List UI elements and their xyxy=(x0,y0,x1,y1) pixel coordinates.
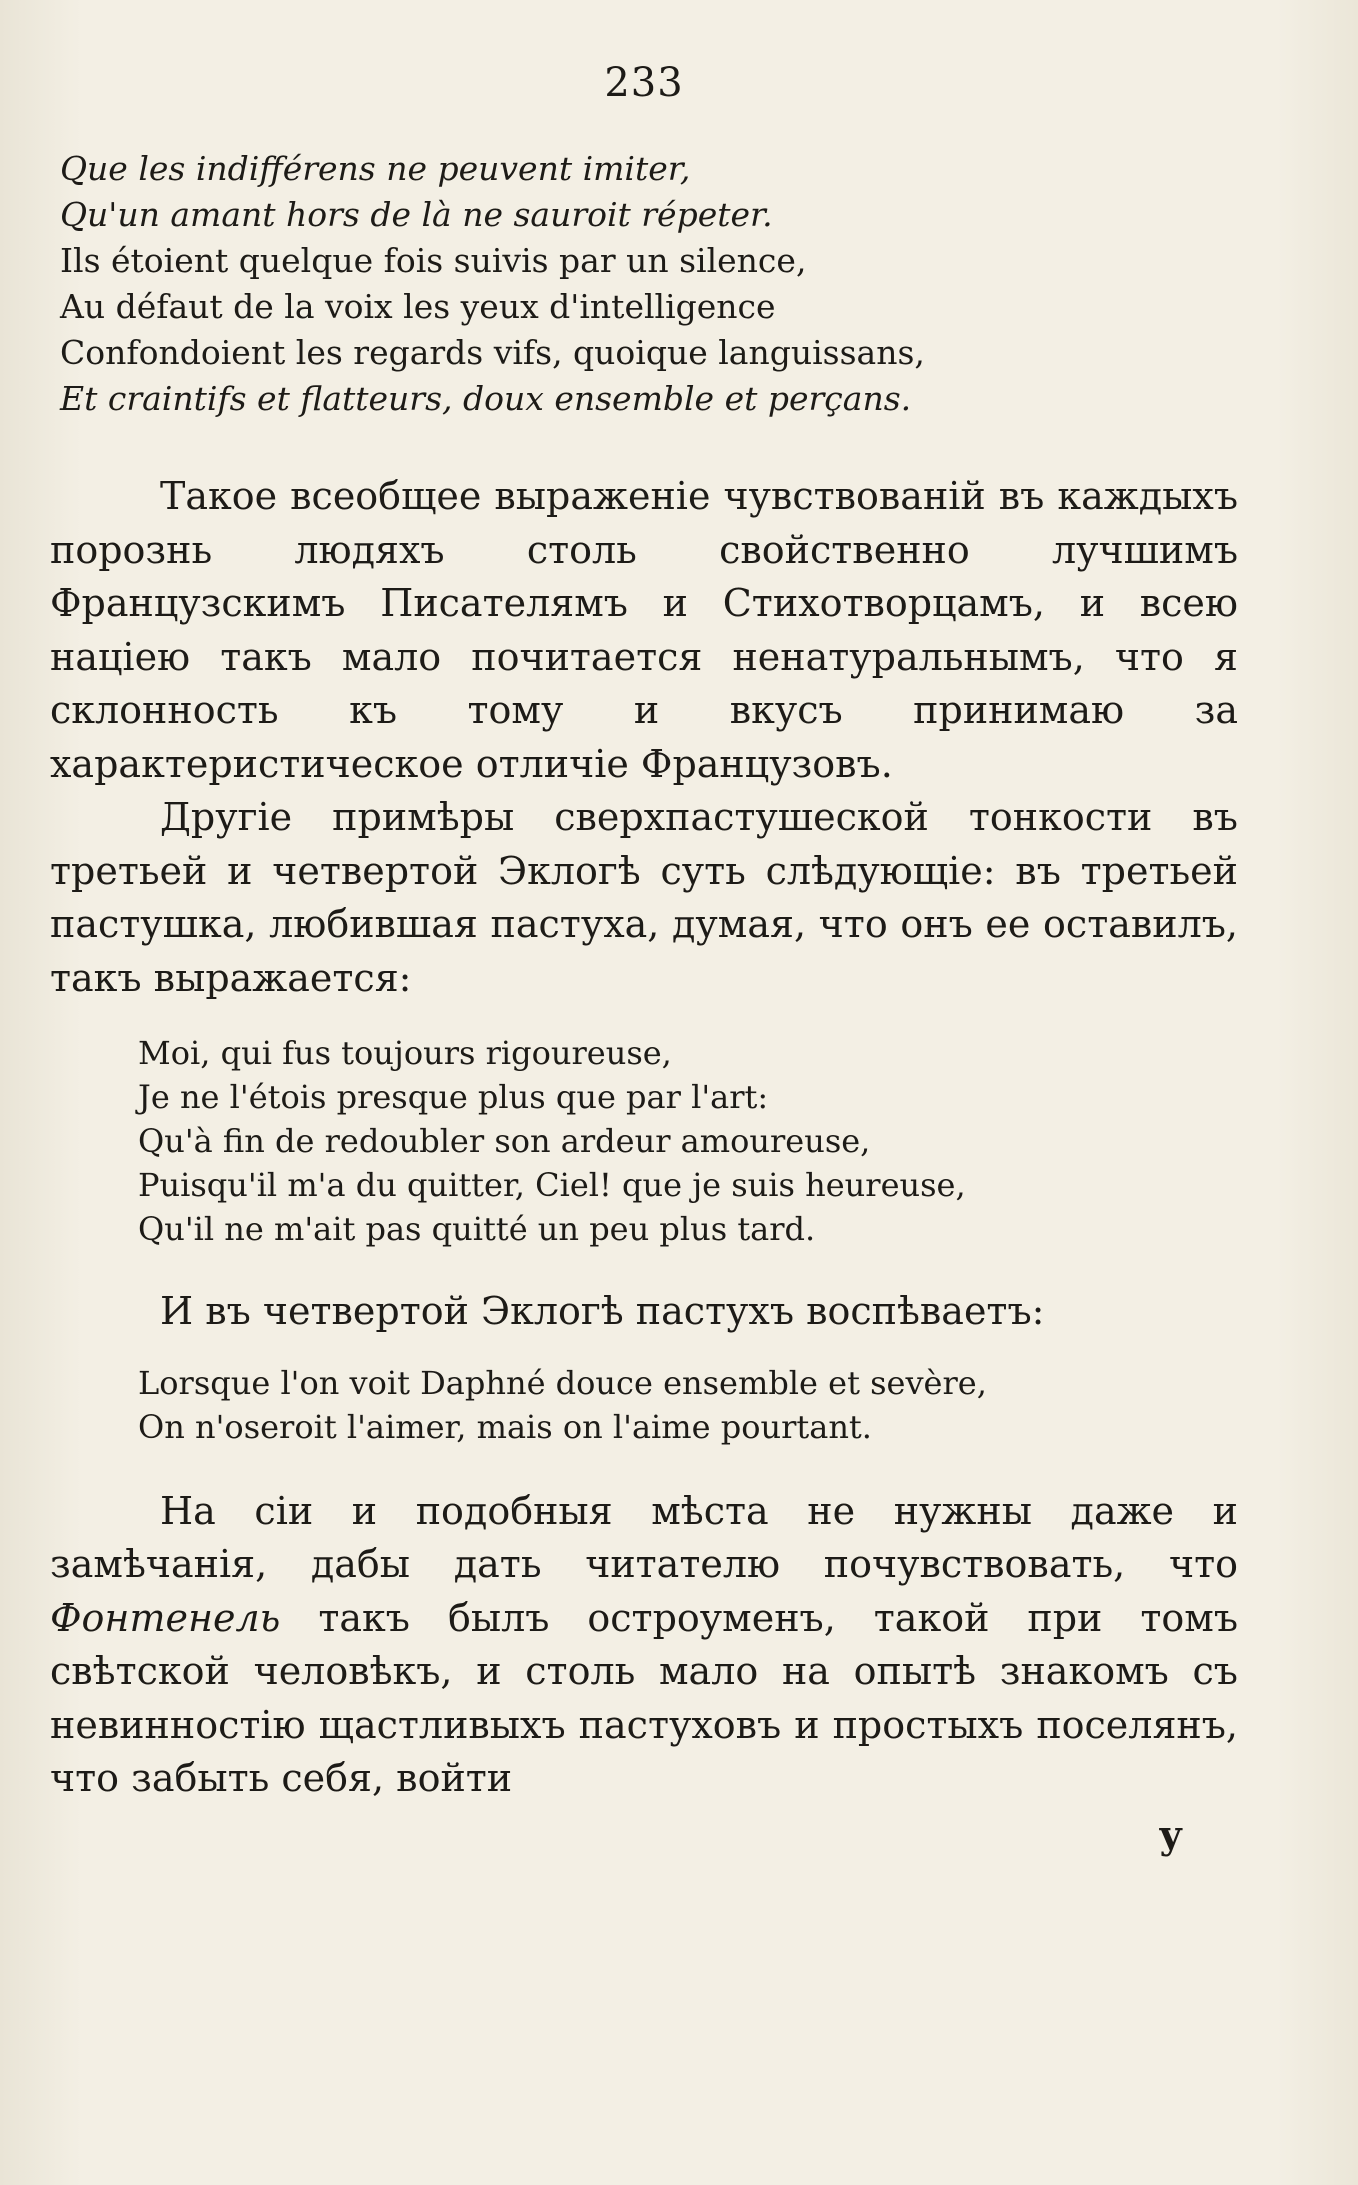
verse-line: Lorsque l'on voit Daphné douce ensemble et sevère, xyxy=(138,1363,987,1402)
verse-line: Au défaut de la voix les yeux d'intelligence xyxy=(60,287,776,326)
verse-line: Je ne l'étois presque plus que par l'art: xyxy=(138,1078,769,1116)
verse-line: Moi, qui fus toujours rigoureuse, xyxy=(138,1034,672,1072)
verse-line: Qu'à fin de redoubler son ardeur amoureuse, xyxy=(138,1122,871,1160)
verse-line: Qu'un amant hors de là ne sauroit répeter. xyxy=(60,195,773,234)
verse-line: Que les indifférens ne peuvent imiter, xyxy=(60,149,691,188)
paragraph-4-text: такъ былъ остроуменъ, такой при томъ свѣтской человѣкъ, и столь мало на опытѣ знакомъ съ невинностію щастливыхъ пастуховъ и простыхъ поселянъ, что забыть себя, войти xyxy=(50,1595,1238,1800)
verse-line: Qu'il ne m'ait pas quitté un peu plus tard. xyxy=(138,1210,816,1248)
paragraph-1: Такое всеобщее выраженіе чувствованій въ каждыхъ порознь людяхъ столь свойственно лучшимъ Французскимъ Писателямъ и Стихотворцамъ, и всею націею такъ мало почитается ненатуральнымъ, что я склонность къ тому и вкусъ принимаю за характеристическое отличіе Французовъ. xyxy=(50,474,1238,786)
verse-line: Confondoient les regards vifs, quoique languissans, xyxy=(60,333,925,372)
verse-line: Puisqu'il m'a du quitter, Ciel! que je suis heureuse, xyxy=(138,1166,966,1204)
paragraph-2: Другіе примѣры сверхпастушеской тонкости въ третьей и четвертой Эклогѣ суть слѣдующіе: въ третьей пастушка, любившая пастуха, думая, что онъ ее оставилъ, такъ выражается: xyxy=(50,795,1238,1000)
verse-line: Ils étoient quelque fois suivis par un silence, xyxy=(60,241,807,280)
catchword: у xyxy=(1158,1811,1183,1857)
french-verse-3 xyxy=(138,1361,1238,1449)
page-number: 233 xyxy=(604,60,684,106)
paragraph-3: И въ четвертой Эклогѣ пастухъ воспѣваетъ: xyxy=(160,1289,1045,1333)
paragraph-4-text: На сіи и подобныя мѣста не нужны даже и замѣчанія, дабы дать читателю почувствовать, что xyxy=(50,1488,1238,1586)
paragraph-4 xyxy=(50,1485,1238,1806)
verse-line: On n'oseroit l'aimer, mais on l'aime pourtant. xyxy=(138,1407,872,1446)
verse-line: Et craintifs et flatteurs, doux ensemble et perçans. xyxy=(60,379,912,418)
french-verse-2 xyxy=(138,1031,1238,1251)
french-verse-1 xyxy=(60,146,1238,422)
author-name: Фонтенель xyxy=(50,1595,281,1640)
